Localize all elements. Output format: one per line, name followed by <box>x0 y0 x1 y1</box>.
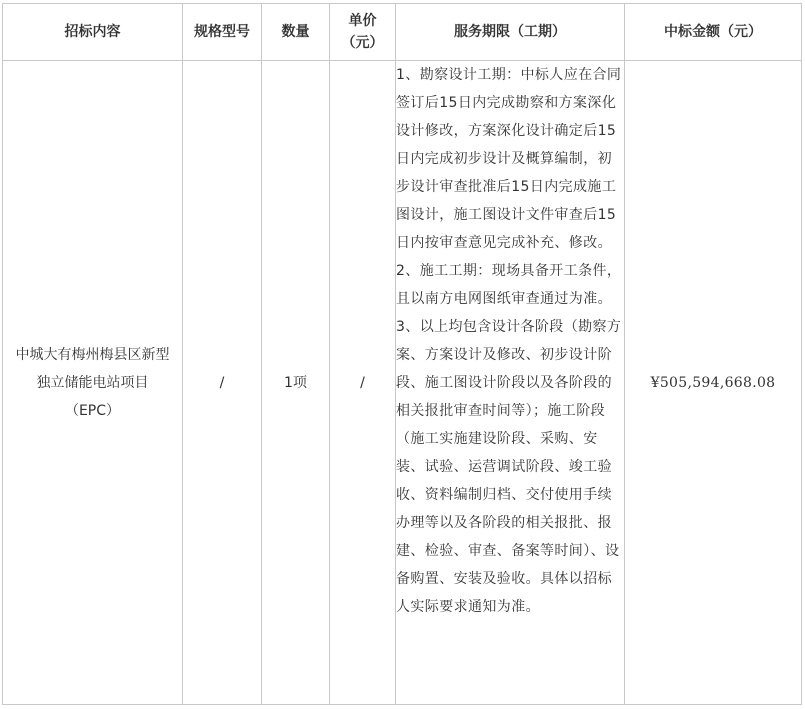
header-bid-amount: 中标金额（元） <box>625 4 802 61</box>
cell-spec: / <box>183 61 262 705</box>
header-service-period: 服务期限（工期） <box>396 4 625 61</box>
cell-quantity: 1项 <box>262 61 330 705</box>
table-row <box>3 61 802 705</box>
header-content: 招标内容 <box>3 4 183 61</box>
cell-unit-price: / <box>330 61 396 705</box>
cell-service-period <box>396 61 625 705</box>
cell-content <box>3 61 183 705</box>
cell-bid-amount: ¥505,594,668.08 <box>625 61 802 705</box>
service-item-1: 1、勘察设计工期：中标人应在合同签订后15日内完成勘察和方案深化设计修改，方案深化设计确定后15日内完成初步设计及概算编制，初步设计审查批准后15日内完成施工图设计，施工图设计文件审查后15日内按审查意见完成补充、修改。 <box>396 67 622 251</box>
header-row <box>3 4 802 61</box>
content-line3: （EPC） <box>64 402 121 419</box>
content-line1: 中城大有梅州梅县区新型 <box>15 346 170 363</box>
service-item-2: 2、施工工期：现场具备开工条件，且以南方电网图纸审查通过为准。 <box>396 263 622 307</box>
header-unit-price-line1: 单价 <box>348 13 377 29</box>
content-line2: 独立储能电站项目 <box>36 374 149 391</box>
bid-result-table <box>2 3 802 705</box>
service-item-3: 3、以上均包含设计各阶段（勘察方案、方案设计及修改、初步设计阶段、施工图设计阶段以及各阶段的相关报批审查时间等）；施工阶段（施工实施建设阶段、采购、安装、试验、运营调试阶段、竣工验收、资料编制归档、交付使用手续办理等以及各阶段的相关报批、报建、检验、审查、备案等时间）、设备购置、安装及验收。具体以招标人实际要求通知为准。 <box>396 319 622 615</box>
header-spec: 规格型号 <box>183 4 262 61</box>
header-unit-price-line2: （元） <box>341 35 384 51</box>
header-quantity: 数量 <box>262 4 330 61</box>
header-unit-price <box>330 4 396 61</box>
